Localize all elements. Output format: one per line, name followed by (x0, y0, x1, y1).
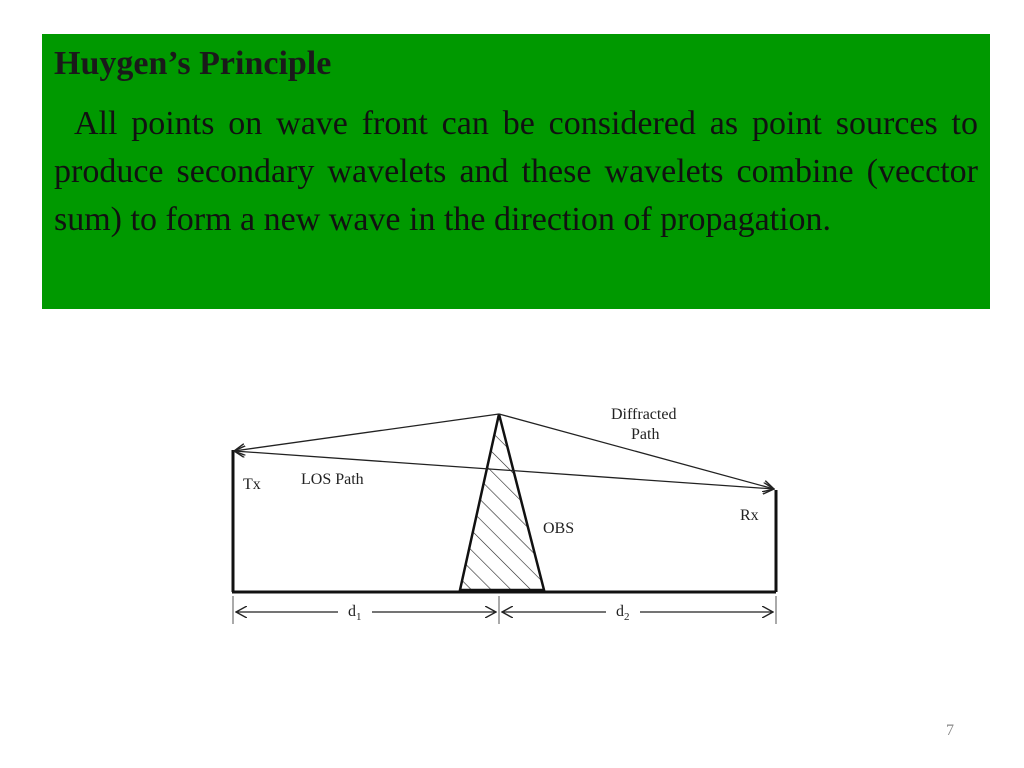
d1-label (348, 603, 362, 623)
los-label: LOS Path (301, 471, 364, 488)
d2-label-sub: 2 (624, 611, 630, 623)
slide-title: Huygen’s Principle (54, 45, 332, 82)
obs-label: OBS (543, 520, 575, 537)
d1-label-sub: 1 (356, 611, 362, 623)
tx-label: Tx (243, 476, 261, 493)
obstacle (460, 414, 544, 590)
definition-text: All points on wave front can be considered as point sources to produce secondary wavelets and these wavelets combine (vecctor sum) to form a new wave in the direction of propagation. (54, 105, 978, 238)
d1-label-base: d (348, 603, 356, 620)
slide-number: 7 (946, 722, 954, 739)
d2-label-base: d (616, 603, 624, 620)
d2-label (616, 603, 630, 623)
diffracted-path-left (234, 414, 499, 451)
diffracted-label-line1: Diffracted (611, 406, 677, 423)
rx-label: Rx (740, 507, 759, 524)
diffracted-label-line2: Path (631, 426, 660, 443)
